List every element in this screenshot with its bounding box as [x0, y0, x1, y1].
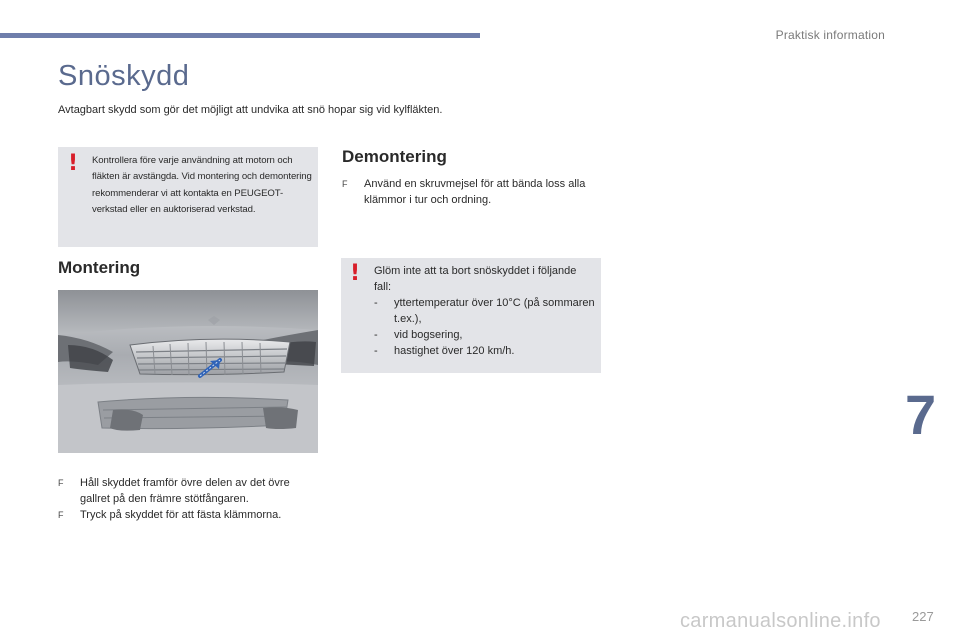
warning-text: Kontrollera före varje användning att motorn och fläkten är avstängda. Vid montering och demontering rekommenderar vi att kontakta en PEUGEOT-verkstad eller en auktoriserad verkstad. [92, 155, 312, 216]
dash-marker: - [374, 345, 378, 357]
header-accent-bar [0, 33, 480, 38]
dash-marker: - [374, 297, 378, 309]
warning-item [374, 343, 596, 359]
watermark: carmanualsonline.info [680, 610, 881, 632]
warning-item-text: yttertemperatur över 10°C (på sommaren t.ex.), [394, 297, 595, 325]
warning-box-remove-cover [341, 258, 601, 373]
exclamation-icon: ! [68, 151, 79, 176]
exclamation-icon: ! [350, 261, 361, 286]
section-label: Praktisk information [775, 28, 885, 42]
dash-marker: - [374, 329, 378, 341]
list-item [58, 507, 320, 523]
intro-text: Avtagbart skydd som gör det möjligt att undvika att snö hopar sig vid kylfläkten. [58, 104, 443, 116]
warning-item [374, 327, 596, 343]
heading-montering: Montering [58, 258, 141, 277]
list-item-text: Tryck på skyddet för att fästa klämmorna. [80, 509, 282, 521]
page-title: Snöskydd [58, 60, 190, 92]
warning-item-text: hastighet över 120 km/h. [394, 345, 515, 357]
heading-demontering: Demontering [342, 147, 447, 166]
warning-item [374, 295, 596, 327]
warning-item-text: vid bogsering, [394, 329, 463, 341]
demontering-steps [342, 176, 597, 208]
list-item-text: Använd en skruvmejsel för att bända loss alla klämmor i tur och ordning. [364, 178, 586, 206]
chapter-number: 7 [905, 383, 937, 446]
bullet-marker: F [58, 478, 64, 488]
page-number: 227 [912, 609, 934, 624]
bullet-marker: F [342, 179, 348, 189]
warning-intro: Glöm inte att ta bort snöskyddet i följande fall: [374, 265, 577, 293]
list-item-text: Håll skyddet framför övre delen av det övre gallret på den främre stötfångaren. [80, 477, 290, 505]
list-item [58, 475, 320, 507]
car-front-grille-photo [58, 290, 318, 453]
montering-steps [58, 475, 320, 523]
warning-box-check-engine [58, 147, 318, 247]
list-item [342, 176, 597, 208]
warning-text [374, 263, 596, 359]
bullet-marker: F [58, 510, 64, 520]
